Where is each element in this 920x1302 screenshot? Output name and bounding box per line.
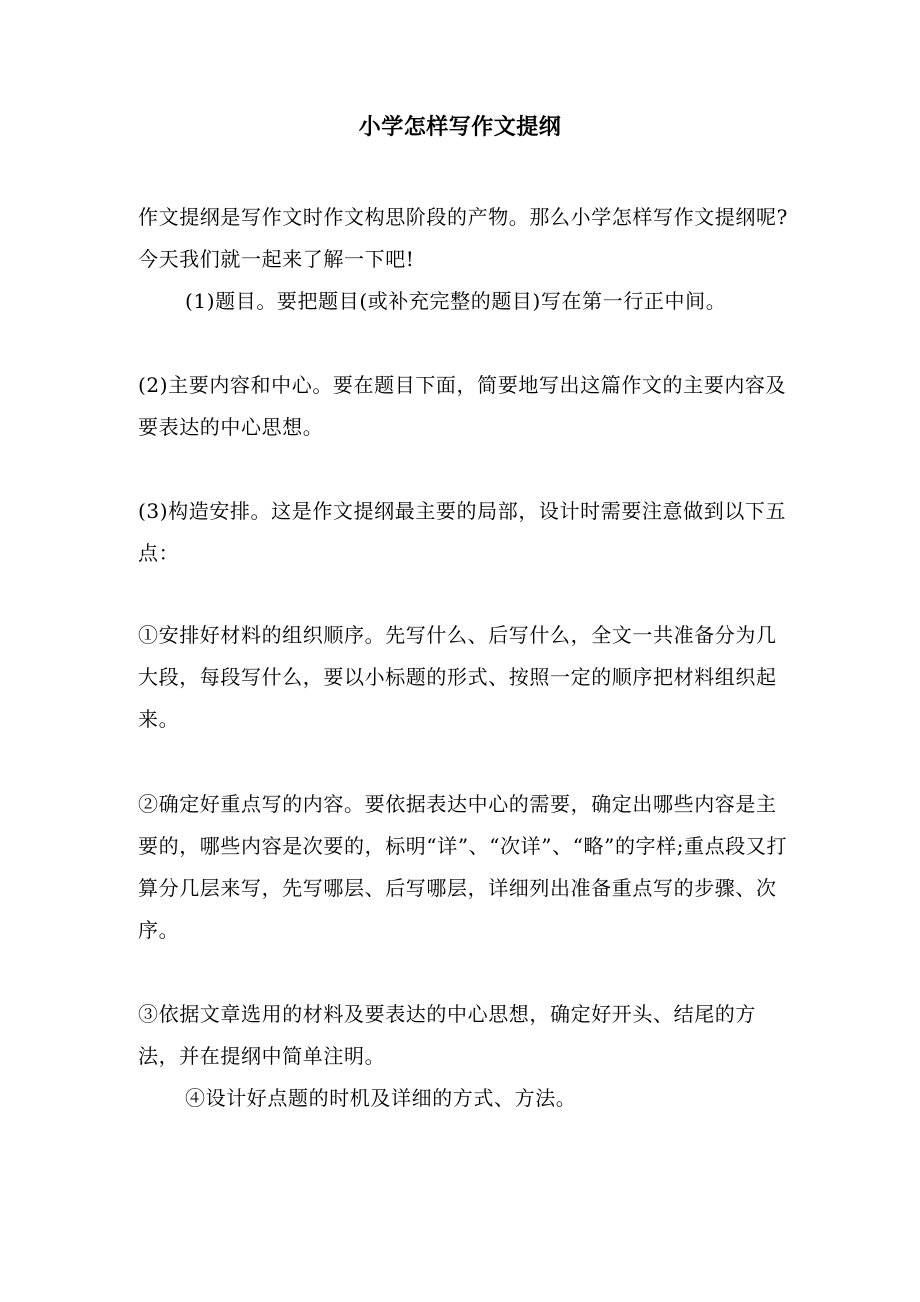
outline-item-title: (1)题目。要把题目(或补充完整的题目)写在第一行正中间。 <box>185 289 727 313</box>
intro-paragraph: 作文提纲是写作文时作文构思阶段的产物。那么小学怎样写作文提纲呢?今天我们就一起来了解一下吧! <box>138 205 788 271</box>
structure-point-4: ④设计好点题的时机及详细的方式、方法。 <box>185 1086 577 1110</box>
structure-point-3: ③依据文章选用的材料及要表达的中心思想，确定好开头、结尾的方法，并在提纲中简单注明。 <box>138 1002 756 1068</box>
outline-item-content: (2)主要内容和中心。要在题目下面，简要地写出这篇作文的主要内容及要表达的中心思想。 <box>138 373 787 439</box>
structure-point-2: ②确定好重点写的内容。要依据表达中心的需要，确定出哪些内容是主要的，哪些内容是次要的，标明“详”、“次详”、“略”的字样;重点段又打算分几层来写，先写哪层、后写哪层，详细列出准备重点写的步骤、次序。 <box>138 792 788 942</box>
structure-point-1: ①安排好材料的组织顺序。先写什么、后写什么，全文一共准备分为几大段，每段写什么，要以小标题的形式、按照一定的顺序把材料组织起来。 <box>138 623 777 731</box>
outline-item-structure: (3)构造安排。这是作文提纲最主要的局部，设计时需要注意做到以下五点： <box>138 499 787 565</box>
page-title: 小学怎样写作文提纲 <box>358 114 562 140</box>
